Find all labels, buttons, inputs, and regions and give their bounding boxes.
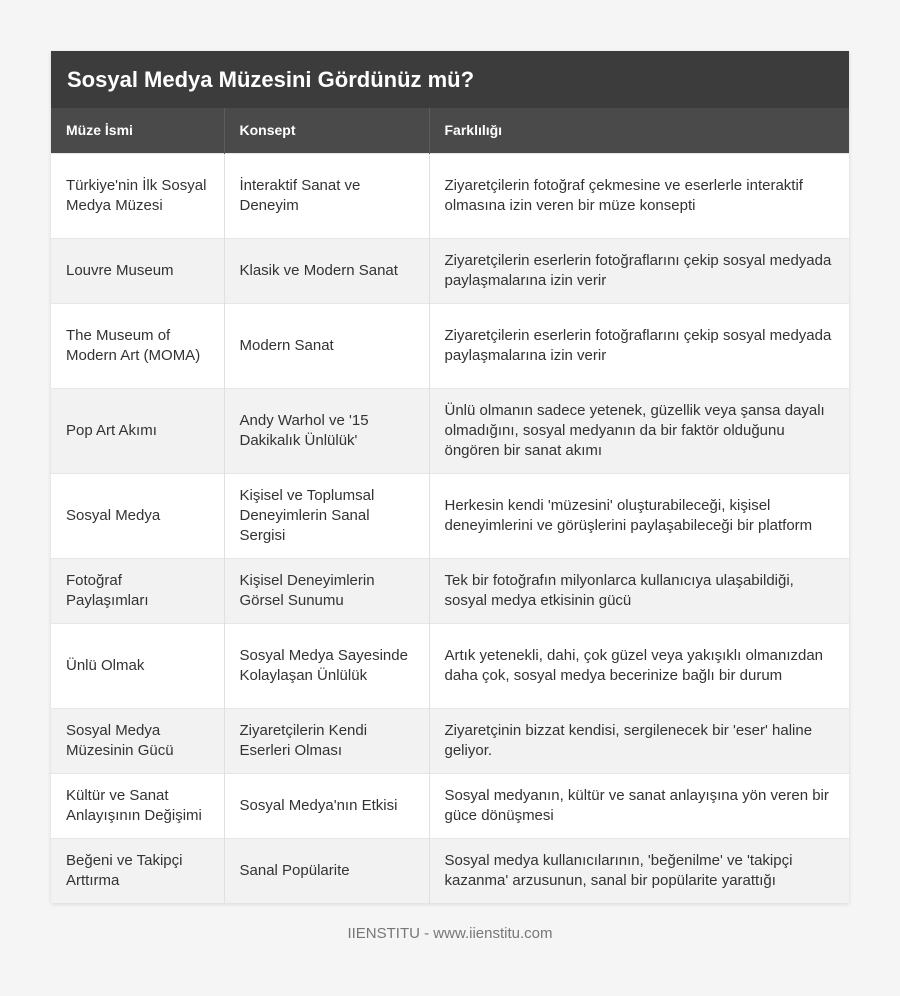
column-header-museum-name: Müze İsmi	[51, 108, 224, 153]
cell-museum-name: Louvre Museum	[51, 238, 224, 303]
cell-museum-name: Pop Art Akımı	[51, 388, 224, 473]
table-row	[51, 473, 849, 558]
cell-museum-name: Türkiye'nin İlk Sosyal Medya Müzesi	[51, 153, 224, 238]
cell-concept: Sosyal Medya'nın Etkisi	[224, 773, 429, 838]
cell-concept: Klasik ve Modern Sanat	[224, 238, 429, 303]
cell-difference: Ziyaretçilerin eserlerin fotoğraflarını çekip sosyal medyada paylaşmalarına izin verir	[429, 238, 849, 303]
table-row	[51, 388, 849, 473]
table-row	[51, 558, 849, 623]
cell-concept: Andy Warhol ve '15 Dakikalık Ünlülük'	[224, 388, 429, 473]
table-row	[51, 773, 849, 838]
cell-concept: Modern Sanat	[224, 303, 429, 388]
table-row	[51, 838, 849, 903]
table-row	[51, 623, 849, 708]
cell-difference: Artık yetenekli, dahi, çok güzel veya yakışıklı olmanızdan daha çok, sosyal medya becerinize bağlı bir durum	[429, 623, 849, 708]
cell-concept: Sanal Popülarite	[224, 838, 429, 903]
column-header-concept: Konsept	[224, 108, 429, 153]
cell-museum-name: Beğeni ve Takipçi Arttırma	[51, 838, 224, 903]
cell-difference: Ziyaretçinin bizzat kendisi, sergilenecek bir 'eser' haline geliyor.	[429, 708, 849, 773]
cell-museum-name: Sosyal Medya Müzesinin Gücü	[51, 708, 224, 773]
cell-difference: Sosyal medyanın, kültür ve sanat anlayışına yön veren bir güce dönüşmesi	[429, 773, 849, 838]
cell-museum-name: Sosyal Medya	[51, 473, 224, 558]
table-row	[51, 303, 849, 388]
cell-difference: Ziyaretçilerin eserlerin fotoğraflarını çekip sosyal medyada paylaşmalarına izin verir	[429, 303, 849, 388]
column-header-difference: Farklılığı	[429, 108, 849, 153]
table-row	[51, 708, 849, 773]
cell-museum-name: Fotoğraf Paylaşımları	[51, 558, 224, 623]
cell-difference: Sosyal medya kullanıcılarının, 'beğenilme' ve 'takipçi kazanma' arzusunun, sanal bir popülarite yarattığı	[429, 838, 849, 903]
cell-difference: Ünlü olmanın sadece yetenek, güzellik veya şansa dayalı olmadığını, sosyal medyanın da bir faktör olduğunu öngören bir sanat akımı	[429, 388, 849, 473]
cell-difference: Herkesin kendi 'müzesini' oluşturabileceği, kişisel deneyimlerini ve görüşlerini paylaşabileceği bir platform	[429, 473, 849, 558]
cell-difference: Ziyaretçilerin fotoğraf çekmesine ve eserlerle interaktif olmasına izin veren bir müze konsepti	[429, 153, 849, 238]
cell-museum-name: Kültür ve Sanat Anlayışının Değişimi	[51, 773, 224, 838]
header-row	[51, 108, 849, 153]
table-card	[51, 51, 849, 903]
footer-credit: IIENSTITU - www.iienstitu.com	[347, 925, 553, 942]
cell-museum-name: Ünlü Olmak	[51, 623, 224, 708]
cell-concept: İnteraktif Sanat ve Deneyim	[224, 153, 429, 238]
cell-concept: Sosyal Medya Sayesinde Kolaylaşan Ünlülük	[224, 623, 429, 708]
cell-concept: Kişisel Deneyimlerin Görsel Sunumu	[224, 558, 429, 623]
museum-table	[51, 108, 849, 903]
cell-concept: Kişisel ve Toplumsal Deneyimlerin Sanal Sergisi	[224, 473, 429, 558]
cell-concept: Ziyaretçilerin Kendi Eserleri Olması	[224, 708, 429, 773]
table-title: Sosyal Medya Müzesini Gördünüz mü?	[51, 51, 849, 108]
cell-difference: Tek bir fotoğrafın milyonlarca kullanıcıya ulaşabildiği, sosyal medya etkisinin gücü	[429, 558, 849, 623]
table-row	[51, 238, 849, 303]
cell-museum-name: The Museum of Modern Art (MOMA)	[51, 303, 224, 388]
table-row	[51, 153, 849, 238]
